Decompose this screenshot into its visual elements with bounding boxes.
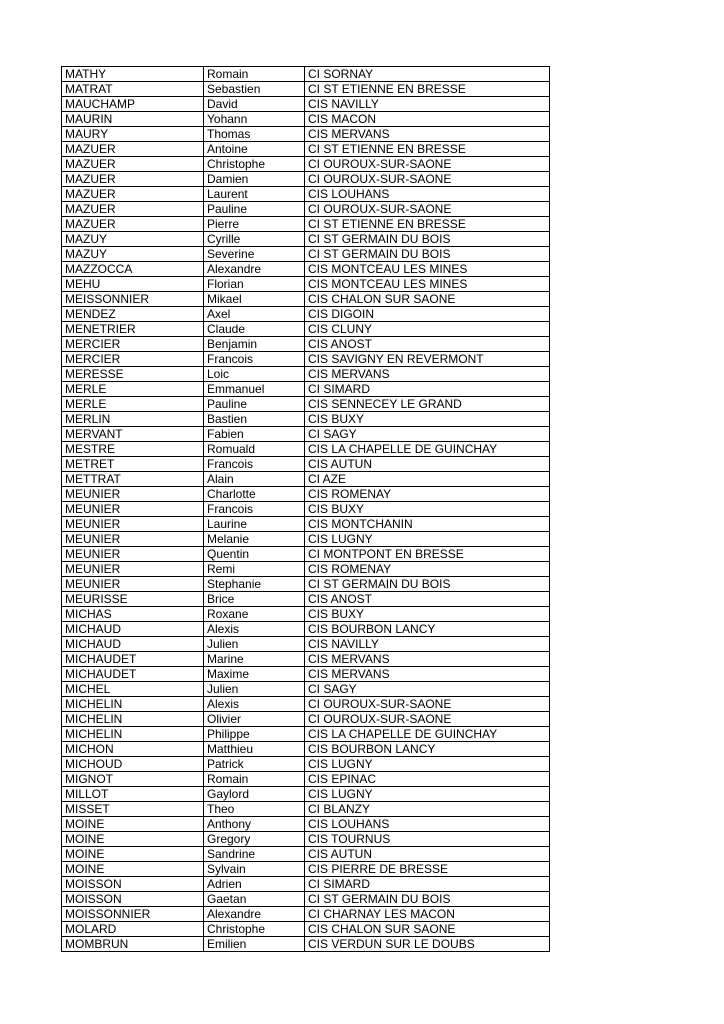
station-cell: CIS PIERRE DE BRESSE (305, 862, 550, 877)
last-name-cell: MEUNIER (62, 502, 204, 517)
station-cell: CIS AUTUN (305, 847, 550, 862)
table-row (62, 502, 550, 517)
station-cell: CIS ANOST (305, 337, 550, 352)
station-cell: CIS MERVANS (305, 367, 550, 382)
station-cell: CIS NAVILLY (305, 637, 550, 652)
last-name-cell: MICHAUD (62, 622, 204, 637)
station-cell: CIS BOURBON LANCY (305, 622, 550, 637)
first-name-cell: Matthieu (204, 742, 305, 757)
last-name-cell: MERLE (62, 397, 204, 412)
first-name-cell: Severine (204, 247, 305, 262)
station-cell: CIS VERDUN SUR LE DOUBS (305, 937, 550, 952)
table-row (62, 127, 550, 142)
first-name-cell: Francois (204, 502, 305, 517)
table-row (62, 247, 550, 262)
station-cell: CIS CHALON SUR SAONE (305, 292, 550, 307)
table-row (62, 337, 550, 352)
station-cell: CI ST GERMAIN DU BOIS (305, 577, 550, 592)
first-name-cell: Sebastien (204, 82, 305, 97)
first-name-cell: Alexis (204, 697, 305, 712)
table-row (62, 682, 550, 697)
first-name-cell: Gaetan (204, 892, 305, 907)
table-row (62, 787, 550, 802)
table-row (62, 937, 550, 952)
station-cell: CIS LA CHAPELLE DE GUINCHAY (305, 727, 550, 742)
table-row (62, 802, 550, 817)
first-name-cell: Pauline (204, 397, 305, 412)
first-name-cell: Stephanie (204, 577, 305, 592)
table-row (62, 487, 550, 502)
station-cell: CIS ROMENAY (305, 562, 550, 577)
last-name-cell: MAZUER (62, 217, 204, 232)
last-name-cell: MAURY (62, 127, 204, 142)
first-name-cell: Charlotte (204, 487, 305, 502)
last-name-cell: MAZUER (62, 187, 204, 202)
station-cell: CIS BUXY (305, 412, 550, 427)
table-row (62, 442, 550, 457)
first-name-cell: Julien (204, 637, 305, 652)
first-name-cell: Emilien (204, 937, 305, 952)
station-cell: CI AZE (305, 472, 550, 487)
last-name-cell: MICHAS (62, 607, 204, 622)
first-name-cell: Roxane (204, 607, 305, 622)
table-row (62, 547, 550, 562)
last-name-cell: MICHELIN (62, 712, 204, 727)
last-name-cell: MERLE (62, 382, 204, 397)
last-name-cell: MERCIER (62, 337, 204, 352)
station-cell: CIS DIGOIN (305, 307, 550, 322)
last-name-cell: METRET (62, 457, 204, 472)
table-row (62, 367, 550, 382)
first-name-cell: Fabien (204, 427, 305, 442)
station-cell: CIS EPINAC (305, 772, 550, 787)
table-row (62, 262, 550, 277)
first-name-cell: Emmanuel (204, 382, 305, 397)
station-cell: CIS LOUHANS (305, 187, 550, 202)
last-name-cell: MOLARD (62, 922, 204, 937)
last-name-cell: MEUNIER (62, 517, 204, 532)
first-name-cell: Sylvain (204, 862, 305, 877)
last-name-cell: MERLIN (62, 412, 204, 427)
table-row (62, 697, 550, 712)
table-row (62, 577, 550, 592)
station-cell: CIS MERVANS (305, 127, 550, 142)
table-row (62, 187, 550, 202)
station-cell: CI ST ETIENNE EN BRESSE (305, 217, 550, 232)
station-cell: CIS MERVANS (305, 652, 550, 667)
table-row (62, 382, 550, 397)
station-cell: CI OUROUX-SUR-SAONE (305, 157, 550, 172)
table-row (62, 622, 550, 637)
first-name-cell: Pierre (204, 217, 305, 232)
first-name-cell: Laurent (204, 187, 305, 202)
first-name-cell: Maxime (204, 667, 305, 682)
first-name-cell: Christophe (204, 922, 305, 937)
last-name-cell: MAURIN (62, 112, 204, 127)
first-name-cell: Philippe (204, 727, 305, 742)
first-name-cell: Damien (204, 172, 305, 187)
station-cell: CIS MACON (305, 112, 550, 127)
station-cell: CI ST ETIENNE EN BRESSE (305, 142, 550, 157)
station-cell: CI SORNAY (305, 67, 550, 82)
station-cell: CI MONTPONT EN BRESSE (305, 547, 550, 562)
station-cell: CIS CLUNY (305, 322, 550, 337)
first-name-cell: Bastien (204, 412, 305, 427)
first-name-cell: Pauline (204, 202, 305, 217)
table-row (62, 757, 550, 772)
station-cell: CI ST ETIENNE EN BRESSE (305, 82, 550, 97)
first-name-cell: Axel (204, 307, 305, 322)
first-name-cell: Yohann (204, 112, 305, 127)
station-cell: CIS MONTCEAU LES MINES (305, 262, 550, 277)
first-name-cell: Alain (204, 472, 305, 487)
last-name-cell: MOISSONNIER (62, 907, 204, 922)
last-name-cell: MAZUER (62, 157, 204, 172)
station-cell: CIS MONTCHANIN (305, 517, 550, 532)
first-name-cell: Quentin (204, 547, 305, 562)
last-name-cell: MAUCHAMP (62, 97, 204, 112)
table-row (62, 742, 550, 757)
station-cell: CI SIMARD (305, 382, 550, 397)
table-row (62, 157, 550, 172)
station-cell: CIS BOURBON LANCY (305, 742, 550, 757)
station-cell: CIS LUGNY (305, 757, 550, 772)
table-row (62, 202, 550, 217)
last-name-cell: MOMBRUN (62, 937, 204, 952)
station-cell: CI CHARNAY LES MACON (305, 907, 550, 922)
table-row (62, 67, 550, 82)
last-name-cell: MEURISSE (62, 592, 204, 607)
station-cell: CIS LOUHANS (305, 817, 550, 832)
table-row (62, 877, 550, 892)
station-cell: CI BLANZY (305, 802, 550, 817)
last-name-cell: METTRAT (62, 472, 204, 487)
station-cell: CIS NAVILLY (305, 97, 550, 112)
table-row (62, 322, 550, 337)
station-cell: CI OUROUX-SUR-SAONE (305, 697, 550, 712)
table-row (62, 772, 550, 787)
first-name-cell: Francois (204, 352, 305, 367)
table-row (62, 667, 550, 682)
first-name-cell: Julien (204, 682, 305, 697)
first-name-cell: Claude (204, 322, 305, 337)
table-row (62, 427, 550, 442)
last-name-cell: MEUNIER (62, 547, 204, 562)
table-row (62, 862, 550, 877)
first-name-cell: Christophe (204, 157, 305, 172)
station-cell: CIS LUGNY (305, 532, 550, 547)
first-name-cell: Florian (204, 277, 305, 292)
last-name-cell: MEUNIER (62, 532, 204, 547)
station-cell: CI OUROUX-SUR-SAONE (305, 172, 550, 187)
table-row (62, 907, 550, 922)
last-name-cell: MAZUER (62, 172, 204, 187)
table-row (62, 832, 550, 847)
last-name-cell: MICHELIN (62, 697, 204, 712)
first-name-cell: Remi (204, 562, 305, 577)
table-row (62, 397, 550, 412)
roster-table-body (62, 67, 550, 952)
station-cell: CIS CHALON SUR SAONE (305, 922, 550, 937)
station-cell: CIS LUGNY (305, 787, 550, 802)
last-name-cell: MATHY (62, 67, 204, 82)
table-row (62, 277, 550, 292)
last-name-cell: MAZUY (62, 247, 204, 262)
first-name-cell: Laurine (204, 517, 305, 532)
last-name-cell: MOISSON (62, 877, 204, 892)
table-row (62, 112, 550, 127)
first-name-cell: Melanie (204, 532, 305, 547)
first-name-cell: Theo (204, 802, 305, 817)
station-cell: CIS SENNECEY LE GRAND (305, 397, 550, 412)
table-row (62, 97, 550, 112)
table-row (62, 412, 550, 427)
last-name-cell: MEUNIER (62, 487, 204, 502)
first-name-cell: Romain (204, 772, 305, 787)
first-name-cell: Gregory (204, 832, 305, 847)
table-row (62, 727, 550, 742)
table-row (62, 637, 550, 652)
last-name-cell: MOINE (62, 817, 204, 832)
first-name-cell: Alexandre (204, 907, 305, 922)
last-name-cell: MAZZOCCA (62, 262, 204, 277)
last-name-cell: MATRAT (62, 82, 204, 97)
last-name-cell: MEUNIER (62, 562, 204, 577)
last-name-cell: MESTRE (62, 442, 204, 457)
station-cell: CI ST GERMAIN DU BOIS (305, 892, 550, 907)
station-cell: CI OUROUX-SUR-SAONE (305, 712, 550, 727)
last-name-cell: MAZUER (62, 142, 204, 157)
last-name-cell: MOISSON (62, 892, 204, 907)
table-row (62, 142, 550, 157)
table-row (62, 307, 550, 322)
first-name-cell: Marine (204, 652, 305, 667)
first-name-cell: Romain (204, 67, 305, 82)
table-row (62, 82, 550, 97)
last-name-cell: MERVANT (62, 427, 204, 442)
last-name-cell: MERCIER (62, 352, 204, 367)
table-row (62, 817, 550, 832)
last-name-cell: MISSET (62, 802, 204, 817)
last-name-cell: MEUNIER (62, 577, 204, 592)
last-name-cell: MAZUY (62, 232, 204, 247)
station-cell: CIS LA CHAPELLE DE GUINCHAY (305, 442, 550, 457)
table-row (62, 532, 550, 547)
first-name-cell: Mikael (204, 292, 305, 307)
last-name-cell: MICHOUD (62, 757, 204, 772)
first-name-cell: Alexandre (204, 262, 305, 277)
first-name-cell: Gaylord (204, 787, 305, 802)
station-cell: CIS BUXY (305, 607, 550, 622)
first-name-cell: Brice (204, 592, 305, 607)
table-row (62, 457, 550, 472)
first-name-cell: Anthony (204, 817, 305, 832)
station-cell: CIS BUXY (305, 502, 550, 517)
last-name-cell: MOINE (62, 832, 204, 847)
first-name-cell: Thomas (204, 127, 305, 142)
table-row (62, 292, 550, 307)
roster-table (61, 66, 550, 952)
table-row (62, 652, 550, 667)
table-row (62, 592, 550, 607)
station-cell: CI ST GERMAIN DU BOIS (305, 232, 550, 247)
station-cell: CIS MONTCEAU LES MINES (305, 277, 550, 292)
last-name-cell: MOINE (62, 847, 204, 862)
station-cell: CIS ROMENAY (305, 487, 550, 502)
station-cell: CI SIMARD (305, 877, 550, 892)
last-name-cell: MEISSONNIER (62, 292, 204, 307)
station-cell: CIS SAVIGNY EN REVERMONT (305, 352, 550, 367)
last-name-cell: MOINE (62, 862, 204, 877)
table-row (62, 517, 550, 532)
first-name-cell: Patrick (204, 757, 305, 772)
first-name-cell: Benjamin (204, 337, 305, 352)
station-cell: CI OUROUX-SUR-SAONE (305, 202, 550, 217)
last-name-cell: MICHAUDET (62, 652, 204, 667)
table-row (62, 922, 550, 937)
table-row (62, 472, 550, 487)
first-name-cell: Adrien (204, 877, 305, 892)
station-cell: CI ST GERMAIN DU BOIS (305, 247, 550, 262)
first-name-cell: Sandrine (204, 847, 305, 862)
last-name-cell: MENDEZ (62, 307, 204, 322)
first-name-cell: Olivier (204, 712, 305, 727)
last-name-cell: MIGNOT (62, 772, 204, 787)
table-row (62, 562, 550, 577)
first-name-cell: Francois (204, 457, 305, 472)
station-cell: CI SAGY (305, 427, 550, 442)
station-cell: CIS ANOST (305, 592, 550, 607)
last-name-cell: MAZUER (62, 202, 204, 217)
first-name-cell: Loic (204, 367, 305, 382)
first-name-cell: David (204, 97, 305, 112)
last-name-cell: MILLOT (62, 787, 204, 802)
table-row (62, 352, 550, 367)
last-name-cell: MICHELIN (62, 727, 204, 742)
table-row (62, 172, 550, 187)
first-name-cell: Antoine (204, 142, 305, 157)
first-name-cell: Alexis (204, 622, 305, 637)
table-row (62, 712, 550, 727)
last-name-cell: MICHAUD (62, 637, 204, 652)
first-name-cell: Romuald (204, 442, 305, 457)
last-name-cell: MEHU (62, 277, 204, 292)
station-cell: CIS AUTUN (305, 457, 550, 472)
table-row (62, 217, 550, 232)
table-row (62, 607, 550, 622)
last-name-cell: MICHEL (62, 682, 204, 697)
table-row (62, 892, 550, 907)
station-cell: CIS TOURNUS (305, 832, 550, 847)
last-name-cell: MENETRIER (62, 322, 204, 337)
table-row (62, 847, 550, 862)
station-cell: CIS MERVANS (305, 667, 550, 682)
last-name-cell: MICHAUDET (62, 667, 204, 682)
last-name-cell: MICHON (62, 742, 204, 757)
station-cell: CI SAGY (305, 682, 550, 697)
table-row (62, 232, 550, 247)
first-name-cell: Cyrille (204, 232, 305, 247)
last-name-cell: MERESSE (62, 367, 204, 382)
